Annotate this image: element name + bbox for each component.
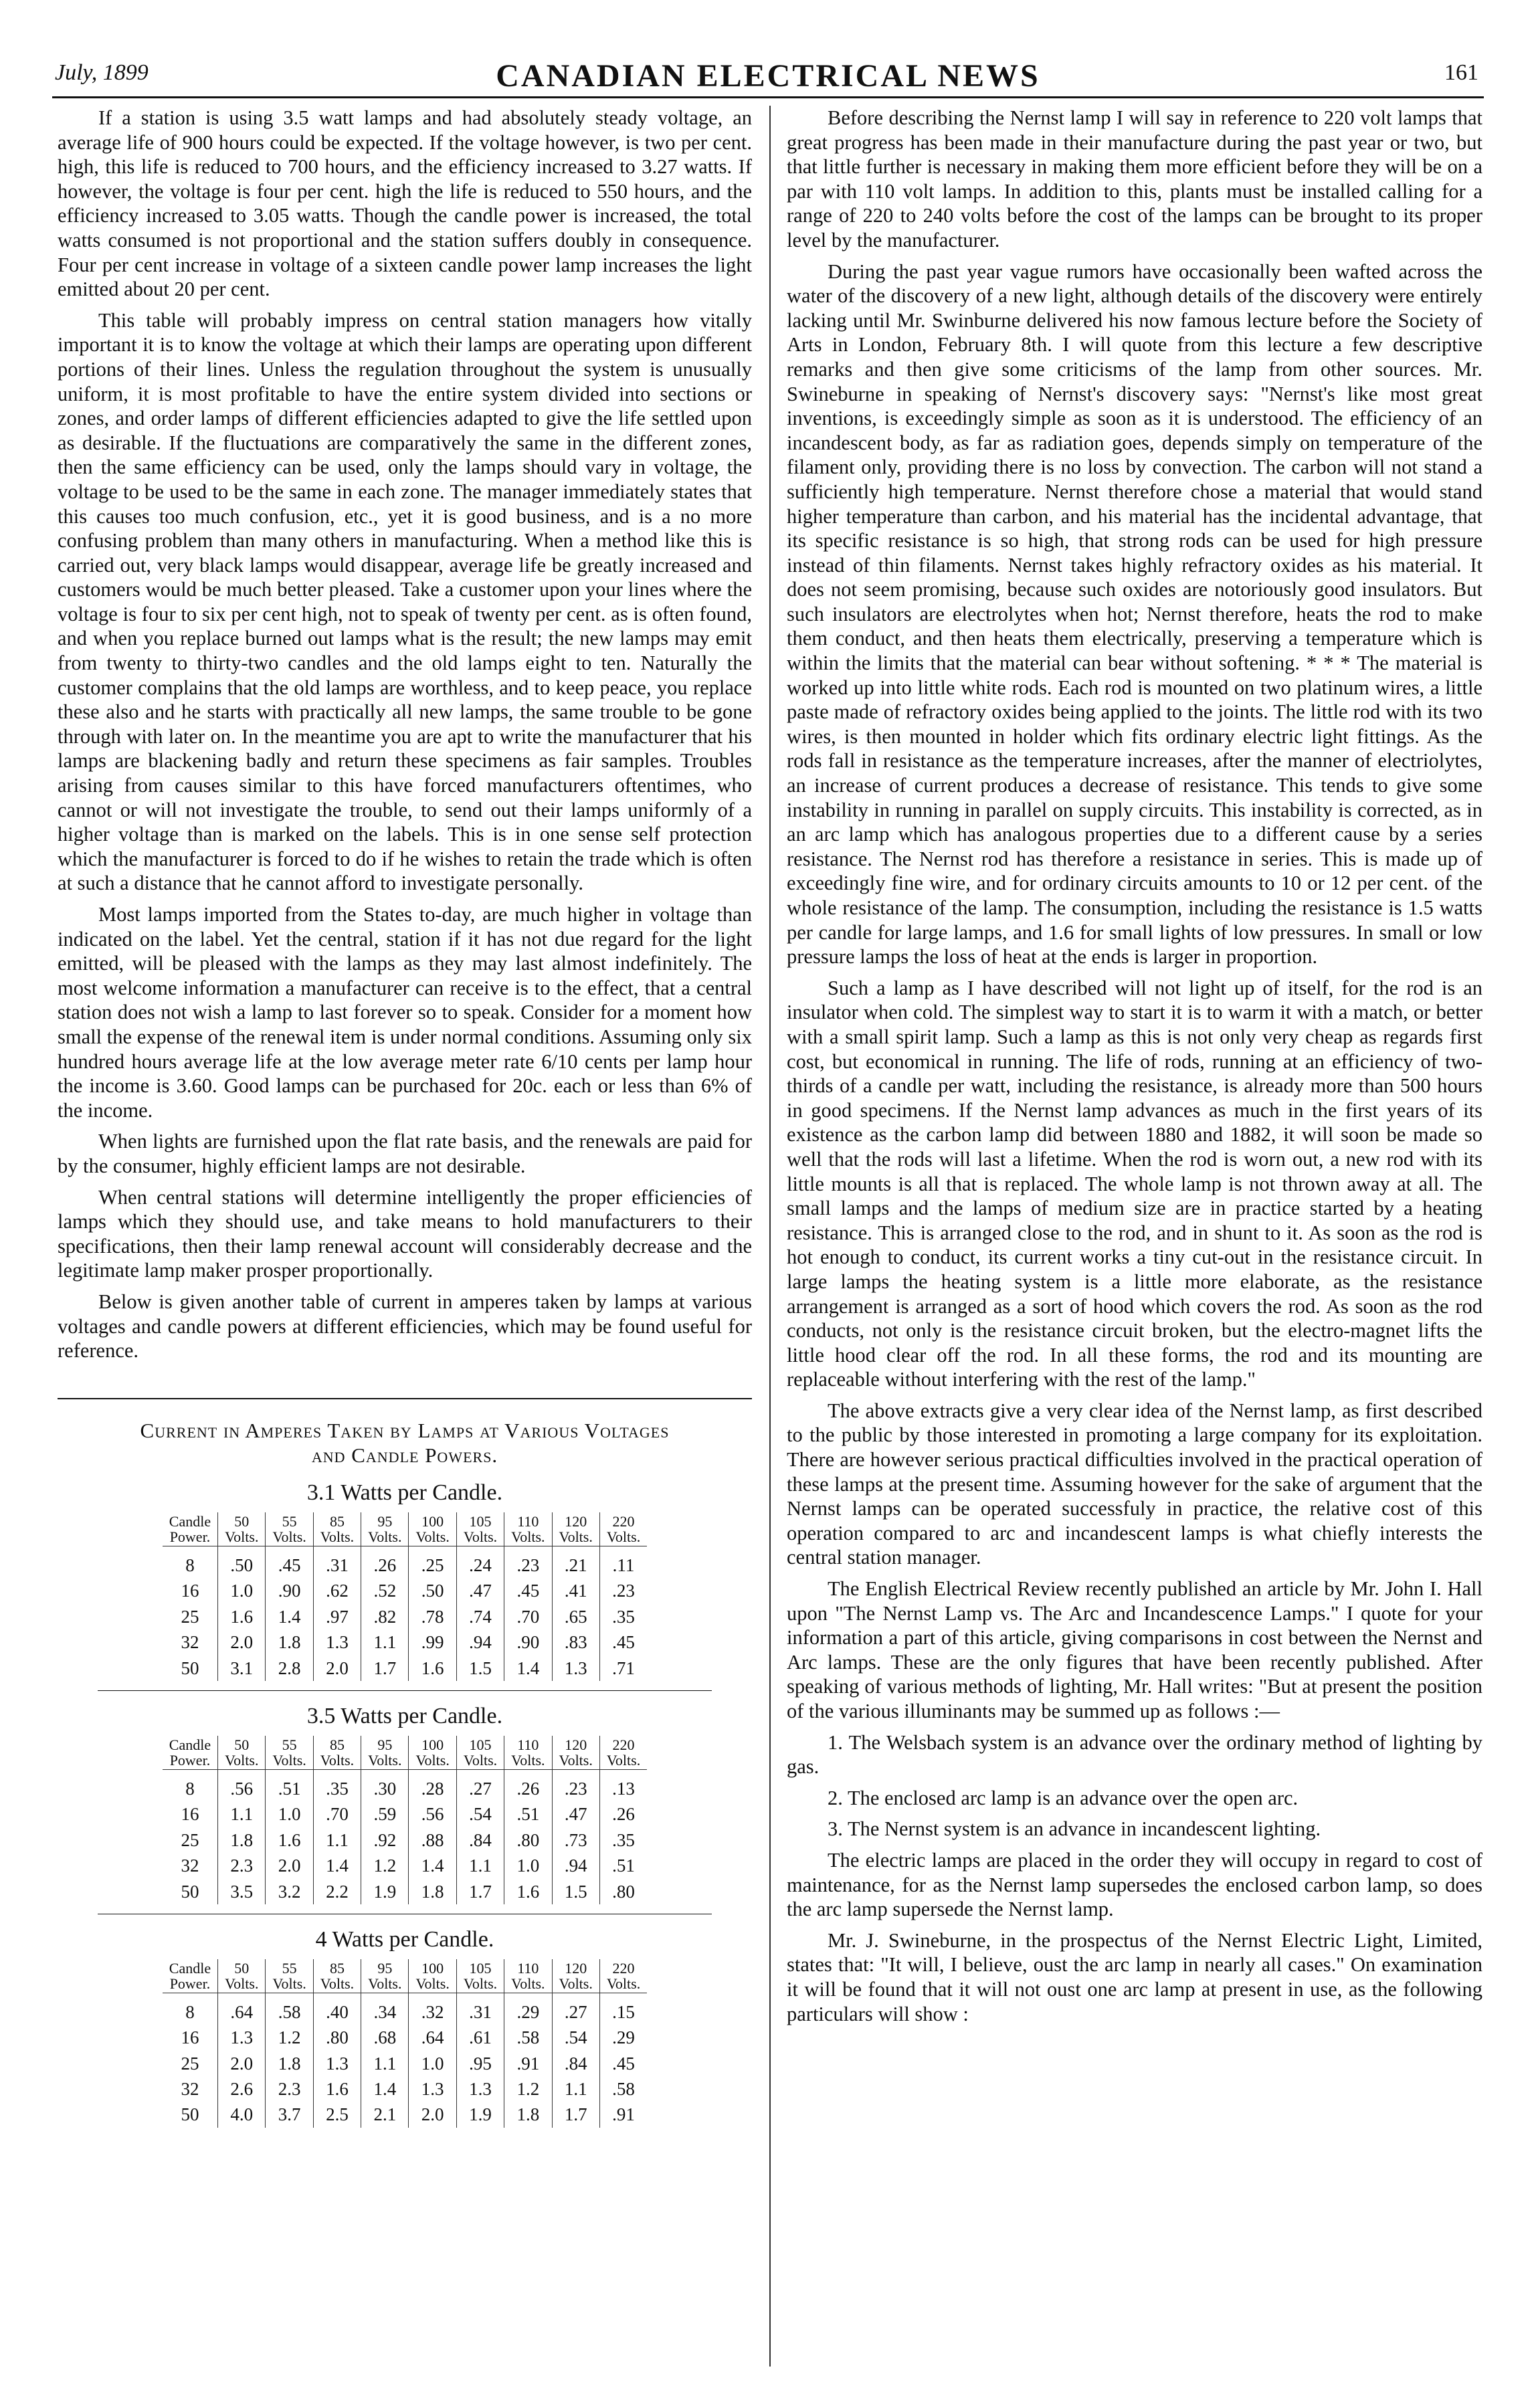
- table-cell: 1.8: [266, 1629, 313, 1655]
- table-row: [163, 1656, 647, 1681]
- column-header: 120 Volts.: [552, 1512, 599, 1546]
- table-cell: .30: [361, 1769, 409, 1801]
- right-paragraph: Such a lamp as I have described will not light up of itself, for the rod is an insulator when cold. The simplest way to start it is to warm it with a match, or better with a small spirit lamp. Such a lamp as this is not only very cheap as regards first cost, but economical in running. The life of rods, running at an efficiency of two-thirds of a candle per watt, including the resistance, is already more than 500 hours in good specimens. If the Nernst lamp advances as much in the first years of its existence as the carbon lamp did between 1880 and 1882, it will soon be made so well that the rods will last a lifetime. When the rod is worn out, a new rod with its little mounts is all that is replaced. The whole lamp is not thrown away at all. The small lamps and the lamps of medium size are in practice started by a heating resistance. This is arranged close to the rod, and in shunt to it. As soon as the rod is hot enough to conduct, its current works a tiny cut-out in the resistance circuit. In large lamps the heating system is a little more elaborate, as the resistance arrangement is arranged as a sort of hood which covers the rod. As soon as the rod conducts, not only is the resistance circuit broken, but the electro-magnet lifts the little hood clear off the rod. In all these forms, the rod and its mounting are replaceable without interfering with the rest of the lamp.": [787, 976, 1482, 1391]
- table-row: [163, 1629, 647, 1655]
- table-row: [163, 2076, 647, 2102]
- table-cell: 1.4: [504, 1656, 552, 1681]
- table-cell: 4.0: [218, 2102, 266, 2127]
- table-cell: 2.8: [266, 1656, 313, 1681]
- table-cell: 2.0: [266, 1853, 313, 1878]
- table-cell: 1.0: [409, 2051, 456, 2076]
- amperes-table: [163, 1736, 647, 1904]
- table-cell: 2.6: [218, 2076, 266, 2102]
- table-cell: .56: [218, 1769, 266, 1801]
- table-cell: .41: [552, 1578, 599, 1603]
- table-cell: 1.3: [456, 2076, 504, 2102]
- table-cell: 25: [163, 1827, 218, 1853]
- table-cell: .80: [612, 1881, 635, 1902]
- table-cell: 2.0: [409, 2102, 456, 2127]
- column-header: 110 Volts.: [504, 1512, 552, 1546]
- table-caption-line: and Candle Powers.: [311, 1443, 498, 1467]
- table-cell: .91: [504, 2051, 552, 2076]
- table-cell: 1.1: [361, 2051, 409, 2076]
- column-header: 105 Volts.: [456, 1512, 504, 1546]
- table-cell: 1.1: [552, 2076, 599, 2102]
- table-cell: .29: [504, 1993, 552, 2025]
- table-cell: 16: [163, 1578, 218, 1603]
- table-cell: 1.0: [266, 1801, 313, 1827]
- left-paragraph: When lights are furnished upon the flat rate basis, and the renewals are paid for by the consumer, highly efficient lamps are not desirable.: [58, 1130, 752, 1177]
- table-cell: .94: [456, 1629, 504, 1655]
- column-header: 85 Volts.: [313, 1736, 361, 1770]
- table-row: [163, 1853, 647, 1878]
- table-row: [163, 2102, 647, 2127]
- table-cell: .51: [266, 1769, 313, 1801]
- table-cell: 1.1: [456, 1853, 504, 1878]
- table-cell: .94: [552, 1853, 599, 1878]
- table-cell: .91: [612, 2104, 635, 2125]
- table-cell: 32: [163, 1853, 218, 1878]
- table-row: [163, 1879, 647, 1904]
- table-cell: 1.3: [218, 2025, 266, 2050]
- right-paragraph: Before describing the Nernst lamp I will say in reference to 220 volt lamps that great progress has been made in their manufacture during the past year or two, but that little further is necessary in making them more efficient before they will be on a par with 110 volt lamps. In addition to this, plants must be installed calling for a range of 220 to 240 volts before the cost of the lamps can be brought to its proper level by the manufacturer.: [787, 106, 1482, 252]
- column-header: 55 Volts.: [266, 1736, 313, 1770]
- table-cell: .28: [409, 1769, 456, 1801]
- column-header: 105 Volts.: [456, 1736, 504, 1770]
- table-cell: .31: [313, 1546, 361, 1579]
- column-header: 50 Volts.: [218, 1512, 266, 1546]
- table-cell: 32: [163, 2076, 218, 2102]
- column-header: 110 Volts.: [504, 1736, 552, 1770]
- table-cell: 32: [163, 1629, 218, 1655]
- table-cell: .58: [612, 2079, 635, 2100]
- table-cell: .35: [313, 1769, 361, 1801]
- table-cell: 1.3: [409, 2076, 456, 2102]
- table-cell: 1.0: [504, 1853, 552, 1878]
- column-header: 120 Volts.: [552, 1736, 599, 1770]
- table-cell: .58: [266, 1993, 313, 2025]
- column-header: 85 Volts.: [313, 1959, 361, 1993]
- table-cell: 1.7: [361, 1656, 409, 1681]
- table-cell: .50: [218, 1546, 266, 1579]
- table-cell: 1.2: [361, 1853, 409, 1878]
- table-cell: 1.8: [409, 1879, 456, 1904]
- table-cell: .45: [612, 1632, 635, 1653]
- table-cell: .54: [552, 2025, 599, 2050]
- header-rule: [52, 96, 1484, 98]
- table-cell: .54: [456, 1801, 504, 1827]
- table-row: [163, 1578, 647, 1603]
- right-paragraph: The electric lamps are placed in the order they will occupy in regard to cost of maintenance, for as the Nernst lamp supersedes the enclosed carbon lamp, so does the arc lamp supersede the Nernst lamp.: [787, 1848, 1482, 1921]
- table-row: [163, 1604, 647, 1629]
- table-cell: 2.1: [361, 2102, 409, 2127]
- table-cell: .47: [552, 1801, 599, 1827]
- table-cell: .35: [612, 1829, 635, 1850]
- table-cell: .27: [456, 1769, 504, 1801]
- left-column: [58, 106, 752, 2128]
- issue-date: July, 1899: [55, 60, 149, 85]
- table-cell: 1.8: [218, 1827, 266, 1853]
- column-divider: [769, 106, 771, 2367]
- left-paragraph: Below is given another table of current in amperes taken by lamps at various voltages and candle powers at different efficiencies, which may be found useful for reference.: [58, 1290, 752, 1363]
- table-header-row: [163, 1959, 647, 1993]
- table-cell: 1.9: [456, 2102, 504, 2127]
- table-cell: 1.3: [313, 1629, 361, 1655]
- table-cell: 1.5: [552, 1879, 599, 1904]
- table-cell: 1.6: [409, 1656, 456, 1681]
- column-header: Candle Power.: [163, 1512, 218, 1546]
- column-header: 95 Volts.: [361, 1736, 409, 1770]
- table-cell: .40: [313, 1993, 361, 2025]
- table-cell: 1.3: [313, 2051, 361, 2076]
- table-cell: 3.5: [218, 1879, 266, 1904]
- table-header-row: [163, 1736, 647, 1770]
- table-cell: 1.1: [361, 1629, 409, 1655]
- table-cell: .62: [313, 1578, 361, 1603]
- table-cell: 2.0: [313, 1656, 361, 1681]
- table-cell: .35: [612, 1606, 635, 1627]
- list-item: 3. The Nernst system is an advance in incandescent lighting.: [828, 1817, 1321, 1841]
- page-number: 161: [1444, 60, 1478, 85]
- table-header-row: [163, 1512, 647, 1546]
- table-cell: .95: [456, 2051, 504, 2076]
- current-tables: [58, 1480, 752, 2128]
- table-cell: 1.6: [504, 1879, 552, 1904]
- table-cell: 1.4: [313, 1853, 361, 1878]
- table-caption-line: Current in Amperes Taken by Lamps at Various Voltages: [140, 1418, 670, 1442]
- table-title: 3.1 Watts per Candle.: [306, 1480, 503, 1506]
- table-cell: .47: [456, 1578, 504, 1603]
- left-paragraph: If a station is using 3.5 watt lamps and had absolutely steady voltage, an average life of 900 hours could be expected. If the voltage however, is two per cent. high, this life is reduced to 700 hours, and the efficiency increased to 3.27 watts. If however, the voltage is four per cent. high the life is reduced to 550 hours, and the efficiency increased to 3.05 watts. Though the candle power is increased, the total watts consumed is not proportional and the station suffers doubly in consequence. Four per cent increase in voltage of a sixteen candle power lamp increases the light emitted about 20 per cent.: [58, 106, 752, 301]
- column-header: 50 Volts.: [218, 1736, 266, 1770]
- column-header: 55 Volts.: [266, 1512, 313, 1546]
- table-cell: .52: [361, 1578, 409, 1603]
- table-cell: 8: [163, 1769, 218, 1801]
- table-cell: 3.1: [218, 1656, 266, 1681]
- left-paragraph: This table will probably impress on central station managers how vitally important it is to know the voltage at which their lamps are operating upon different portions of their lines. Unless the regulation throughout the system is unusually uniform, it is most profitable to have the entire system divided into sections or zones, and order lamps of different efficiencies adapted to give the life settled upon as desirable. If the fluctuations are comparatively the same in the different zones, then the same efficiency can be used, only the lamps should vary in voltage, the voltage to be used to be the same in each zone. The manager immediately states that this causes too much confusion, etc., yet it is good business, and is a no more confusing problem than many others in manufacturing. When a method like this is carried out, very black lamps would disappear, average life be greatly increased and customers would be much better pleased. Take a customer upon your lines where the voltage is four to six per cent high, not to speak of twenty per cent. as is often found, and when you replace burned out lamps what is the result; the new lamps may emit from twenty to thirty-two candles and the old lamps eight to ten. Naturally the customer complains that the old lamps are worthless, and to keep peace, you replace these also and he starts with practically all new lamps, the same trouble to be gone through with later on. In the meantime you are apt to write the manufacturer that his lamps are blackening badly and return these specimens as fair samples. Troubles arising from causes similar to this have forced manufacturers oftentimes, who cannot or will not investigate the trouble, to send out their lamps uniformly of a higher voltage than is marked on the labels. This is in one sense self protection which the manufacturer is forced to do if he wishes to retain the trade which is often at such a distance that he cannot afford to investigate personally.: [58, 308, 752, 895]
- table-cell: .23: [552, 1769, 599, 1801]
- table-cell: .56: [409, 1801, 456, 1827]
- table-cell: .58: [504, 2025, 552, 2050]
- table-cell: .83: [552, 1629, 599, 1655]
- table-cell: 2.3: [266, 2076, 313, 2102]
- table-cell: 1.4: [409, 1853, 456, 1878]
- table-cell: 1.4: [361, 2076, 409, 2102]
- column-header: Candle Power.: [163, 1736, 218, 1770]
- table-cell: 3.7: [266, 2102, 313, 2127]
- column-header: 120 Volts.: [552, 1959, 599, 1993]
- table-row: [163, 2051, 647, 2076]
- table-cell: 25: [163, 1604, 218, 1629]
- table-cell: 1.8: [504, 2102, 552, 2127]
- table-cell: 1.5: [456, 1656, 504, 1681]
- table-cell: .65: [552, 1604, 599, 1629]
- table-cell: .61: [456, 2025, 504, 2050]
- table-cell: .64: [409, 2025, 456, 2050]
- table-cell: .64: [218, 1993, 266, 2025]
- table-row: [163, 1993, 647, 2025]
- table-cell: 1.0: [218, 1578, 266, 1603]
- left-paragraph: Most lamps imported from the States to-day, are much higher in voltage than indicated on the label. Yet the central, station if it has not due regard for the light emitted, will be pleased with the lamps as they may last almost indefinitely. The most welcome information a manufacturer can receive is to the effect, that a central station does not wish a lamp to last forever so to speak. Consider for a moment how small the expense of the renewal item is under normal conditions. Assuming only six hundred hours average life at the low average meter rate 6/10 cents per lamp hour the income is 3.60. Good lamps can be purchased for 20c. each or less than 6% of the income.: [58, 903, 752, 1122]
- column-header: 85 Volts.: [313, 1512, 361, 1546]
- table-cell: 1.9: [361, 1879, 409, 1904]
- table-cell: .29: [612, 2027, 635, 2048]
- table-cell: .88: [409, 1827, 456, 1853]
- table-title: 3.5 Watts per Candle.: [306, 1704, 503, 1728]
- masthead-title: CANADIAN ELECTRICAL NEWS: [496, 58, 1040, 94]
- table-cell: .84: [552, 2051, 599, 2076]
- column-header: 100 Volts.: [409, 1512, 456, 1546]
- table-cell: 1.4: [266, 1604, 313, 1629]
- table-row: [163, 1801, 647, 1827]
- column-header: Candle Power.: [163, 1959, 218, 1993]
- table-cell: 16: [163, 1801, 218, 1827]
- right-paragraph: The English Electrical Review recently published an article by Mr. John I. Hall upon "The Nernst Lamp vs. The Arc and Incandescence Lamps." I quote for your information a part of this article, giving comparisons in cost between the Nernst and Arc lamps. These are the only figures that have been recently published. After speaking of various methods of lighting, Mr. Hall writes: "But at present the position of the various illuminants may be summed up as follows :—: [787, 1577, 1482, 1722]
- table-cell: 2.0: [218, 2051, 266, 2076]
- table-cell: .25: [409, 1546, 456, 1579]
- table-cell: .31: [456, 1993, 504, 2025]
- table-cell: 1.3: [552, 1656, 599, 1681]
- right-paragraph: During the past year vague rumors have occasionally been wafted across the water of the discovery of a new light, although details of the discovery were entirely lacking until Mr. Swinburne delivered his now famous lecture before the Society of Arts in London, February 8th. I will quote from this lecture a few descriptive remarks and then give some criticisms of the lamp from other sources. Mr. Swineburne in speaking of Nernst's discovery says: "Nernst's like most great inventions, is exceedingly simple as soon as it is understood. The efficiency of an incandescent body, as far as radiation goes, depends simply on temperature of the filament only, providing there is no loss by convection. The carbon will not stand a sufficiently high temperature. Nernst therefore chose a material that would stand higher temperature than carbon, and his material has the incidental advantage, that its specific resistance is so high, that strong rods can be used for high pressure instead of thin filaments. Nernst takes highly refractory oxides as his material. It does not seem promising, because such oxides are notoriously good insulators. But such insulators are electrolytes when hot; Nernst therefore, heats the rod to make them conduct, and then heats them electrically, preserving a temperature which is within the limits that the material can bear without softening. * * * The material is worked up into little white rods. Each rod is mounted on two platinum wires, a little paste made of refractory oxides being applied to the joints. The little rod with its two wires, is then mounted in holder which fits ordinary electric light fittings. As the rods fall in resistance as the temperature increases, after the manner of electriolytes, an increase of current produces a decrease of resistance. This tends to give some instability in running in parallel on supply circuits. This instability is corrected, as in an arc lamp which has analogous properties due to a different cause by a series resistance. The Nernst rod has therefore a resistance in series. This is made up of exceedingly fine wire, and for ordinary circuits amounts to 10 or 12 per cent. of the whole resistance of the lamp. The consumption, including the resistance is 1.5 watts per candle for large lamps, and 1.6 for small lights of low pressures. In small or low pressure lamps the loss of heat at the ends is larger in proportion.: [787, 260, 1482, 969]
- column-header: 220 Volts.: [599, 1512, 647, 1546]
- table-cell: .97: [313, 1604, 361, 1629]
- amperes-table: [163, 1959, 647, 2128]
- table-cell: 1.1: [313, 1827, 361, 1853]
- table-cell: .45: [504, 1578, 552, 1603]
- column-header: 220 Volts.: [599, 1736, 647, 1770]
- table-cell: 1.6: [266, 1827, 313, 1853]
- table-cell: .99: [409, 1629, 456, 1655]
- table-cell: .26: [504, 1769, 552, 1801]
- table-cell: 25: [163, 2051, 218, 2076]
- column-header: 50 Volts.: [218, 1959, 266, 1993]
- table-cell: .26: [612, 1804, 635, 1825]
- table-cell: 16: [163, 2025, 218, 2050]
- table-cell: .27: [552, 1993, 599, 2025]
- section-rule: [58, 1398, 752, 1399]
- table-cell: .26: [361, 1546, 409, 1579]
- table-rule: [98, 1690, 712, 1691]
- table-cell: .80: [504, 1827, 552, 1853]
- table-cell: 1.1: [218, 1801, 266, 1827]
- column-header: 220 Volts.: [599, 1959, 647, 1993]
- table-cell: .68: [361, 2025, 409, 2050]
- table-cell: .23: [504, 1546, 552, 1579]
- table-cell: .59: [361, 1801, 409, 1827]
- table-cell: .13: [612, 1778, 635, 1799]
- table-cell: .15: [612, 2001, 635, 2022]
- column-header: 95 Volts.: [361, 1959, 409, 1993]
- table-cell: 1.7: [456, 1879, 504, 1904]
- table-cell: .21: [552, 1546, 599, 1579]
- table-cell: .78: [409, 1604, 456, 1629]
- table-cell: 3.2: [266, 1879, 313, 1904]
- table-cell: 50: [163, 1879, 218, 1904]
- table-cell: .32: [409, 1993, 456, 2025]
- table-cell: 1.6: [218, 1604, 266, 1629]
- table-cell: .51: [504, 1801, 552, 1827]
- column-header: 100 Volts.: [409, 1736, 456, 1770]
- table-cell: .45: [266, 1546, 313, 1579]
- column-header: 100 Volts.: [409, 1959, 456, 1993]
- table-cell: .45: [612, 2053, 635, 2074]
- table-caption: [58, 1418, 752, 1468]
- table-cell: 1.7: [552, 2102, 599, 2127]
- table-cell: .70: [313, 1801, 361, 1827]
- list-item: 1. The Welsbach system is an advance over the ordinary method of lighting by gas.: [787, 1730, 1482, 1779]
- table-cell: 1.6: [313, 2076, 361, 2102]
- right-paragraph: The above extracts give a very clear idea of the Nernst lamp, as first described to the public by those interested in promoting a large company for its exploitation. There are however serious practical difficulties involved in the practical operation of these lamps at the present time. Assuming however for the sake of argument that the Nernst lamps can be operated successfuly in practice, the relative cost of this operation compared to arc and incandescent lamps is what chiefly interests the central station manager.: [787, 1399, 1482, 1569]
- table-cell: .23: [612, 1581, 635, 1601]
- table-cell: 2.3: [218, 1853, 266, 1878]
- table-cell: .90: [504, 1629, 552, 1655]
- left-paragraph: When central stations will determine intelligently the proper efficiencies of lamps which they should use, and take means to hold manufacturers to their specifications, then their lamp renewal account will considerably decrease and the legitimate lamp maker prosper proportionally.: [58, 1185, 752, 1282]
- table-cell: .71: [612, 1658, 635, 1678]
- table-row: [163, 2025, 647, 2050]
- table-cell: 8: [163, 1993, 218, 2025]
- table-cell: .84: [456, 1827, 504, 1853]
- column-header: 105 Volts.: [456, 1959, 504, 1993]
- table-cell: .70: [504, 1604, 552, 1629]
- table-cell: .73: [552, 1827, 599, 1853]
- table-row: [163, 1546, 647, 1579]
- table-title: 4 Watts per Candle.: [315, 1926, 494, 1952]
- table-cell: 2.0: [218, 1629, 266, 1655]
- table-cell: 50: [163, 1656, 218, 1681]
- table-cell: 1.2: [504, 2076, 552, 2102]
- table-cell: 50: [163, 2102, 218, 2127]
- table-row: [163, 1769, 647, 1801]
- table-cell: .74: [456, 1604, 504, 1629]
- column-header: 110 Volts.: [504, 1959, 552, 1993]
- table-cell: 1.2: [266, 2025, 313, 2050]
- table-cell: .34: [361, 1993, 409, 2025]
- table-cell: .24: [456, 1546, 504, 1579]
- table-cell: .11: [612, 1555, 635, 1576]
- list-item: 2. The enclosed arc lamp is an advance over the open arc.: [828, 1786, 1299, 1809]
- table-cell: 2.2: [313, 1879, 361, 1904]
- table-cell: .80: [313, 2025, 361, 2050]
- table-cell: 2.5: [313, 2102, 361, 2127]
- table-cell: .51: [612, 1855, 635, 1876]
- table-cell: .50: [409, 1578, 456, 1603]
- table-cell: .92: [361, 1827, 409, 1853]
- column-header: 95 Volts.: [361, 1512, 409, 1546]
- table-cell: .82: [361, 1604, 409, 1629]
- right-column: [787, 106, 1482, 2033]
- column-header: 55 Volts.: [266, 1959, 313, 1993]
- right-paragraph: Mr. J. Swineburne, in the prospectus of the Nernst Electric Light, Limited, states that: "It will, I believe, oust the arc lamp in nearly all cases." On examination it will be found that it will not oust one arc lamp at present in use, as the following particulars will show :: [787, 1928, 1482, 2025]
- table-cell: .90: [266, 1578, 313, 1603]
- table-row: [163, 1827, 647, 1853]
- amperes-table: [163, 1512, 647, 1681]
- table-cell: 1.8: [266, 2051, 313, 2076]
- table-cell: 8: [163, 1546, 218, 1579]
